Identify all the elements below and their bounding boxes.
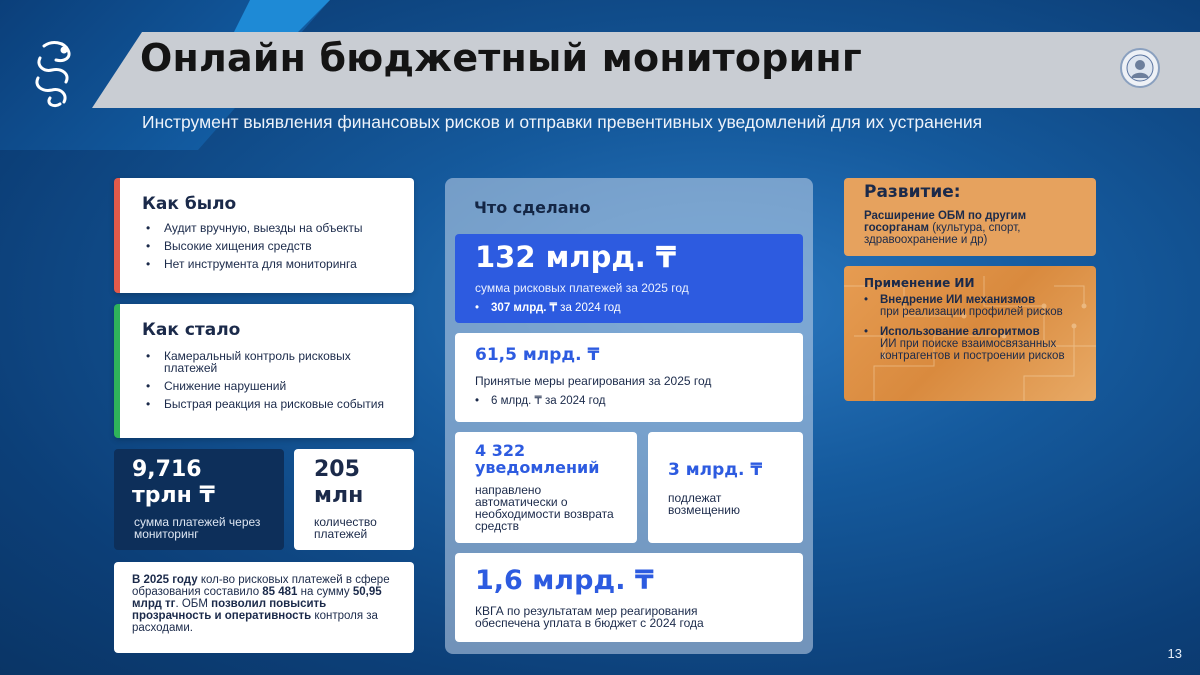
- snow-leopard-emblem-icon: [30, 38, 80, 110]
- after-title: Как стало: [142, 320, 241, 340]
- ai-list: [864, 294, 1084, 370]
- list-item: • Нет инструмента для мониторинга: [146, 258, 363, 270]
- before-title: Как было: [142, 194, 237, 214]
- measures-card: [455, 333, 803, 422]
- portrait-seal-icon: [1120, 48, 1160, 88]
- budget-return-card: [455, 553, 803, 642]
- card-desc: Принятые меры реагирования за 2025 год: [475, 374, 712, 388]
- stat-label: сумма платежей через мониторинг: [134, 515, 261, 541]
- list-item: • Использование алгоритмов ИИ при поиске взаимосвязанных контрагентов и построении рисков: [864, 326, 1084, 362]
- reimbursement-card: [648, 432, 803, 543]
- card-desc: подлежат возмещению: [668, 491, 740, 517]
- stat-value: 205 млн: [314, 457, 364, 508]
- list-item: • Снижение нарушений: [146, 380, 396, 392]
- ai-card: [844, 266, 1096, 401]
- card-sub: • 307 млрд. ₸ за 2024 год: [475, 300, 621, 314]
- card-desc: КВГА по результатам мер реагирования обеспечена уплата в бюджет с 2024 года: [475, 604, 704, 630]
- before-list: [146, 222, 363, 276]
- page-subtitle: Инструмент выявления финансовых рисков и отправки превентивных уведомлений для их устранения: [142, 112, 983, 132]
- list-item: • Внедрение ИИ механизмов при реализации профилей рисков: [864, 294, 1084, 318]
- ai-title: Применение ИИ: [864, 276, 975, 290]
- card-value: 4 322 уведомлений: [475, 441, 600, 477]
- card-value: 132 млрд. ₸: [475, 240, 677, 274]
- list-item: • Быстрая реакция на рисковые события: [146, 398, 396, 410]
- list-item: • Камеральный контроль рисковых платежей: [146, 350, 396, 374]
- page-number: 13: [1167, 646, 1182, 661]
- list-item: • Высокие хищения средств: [146, 240, 363, 252]
- total-payments-stat: [114, 449, 284, 550]
- stat-label: количество платежей: [314, 515, 377, 541]
- payments-count-stat: [294, 449, 414, 550]
- notifications-card: [455, 432, 637, 543]
- card-value: 3 млрд. ₸: [668, 460, 763, 480]
- card-desc: сумма рисковых платежей за 2025 год: [475, 281, 689, 295]
- card-value: 61,5 млрд. ₸: [475, 345, 600, 365]
- development-text: Расширение ОБМ по другим госорганам (культура, спорт, здравоохранение и др): [864, 210, 1027, 246]
- after-list: [146, 350, 396, 416]
- development-title: Развитие:: [864, 182, 961, 202]
- risk-payments-card: [455, 234, 803, 323]
- card-sub: • 6 млрд. ₸ за 2024 год: [475, 393, 605, 407]
- after-card: [114, 304, 414, 438]
- card-value: 1,6 млрд. ₸: [475, 565, 654, 596]
- card-desc: направлено автоматически о необходимости возврата средств: [475, 483, 614, 533]
- note-card: В 2025 году кол-во рисковых платежей в сфере образования составило 85 481 на сумму 50,95 млрд тг. ОБМ позволил повысить прозрачность и оперативность контроля за расходами.: [114, 562, 414, 653]
- done-title: Что сделано: [474, 198, 591, 217]
- development-card: [844, 178, 1096, 256]
- before-card: [114, 178, 414, 293]
- page-title: Онлайн бюджетный мониторинг: [140, 36, 862, 80]
- stat-value: 9,716 трлн ₸: [132, 457, 215, 508]
- list-item: • Аудит вручную, выезды на объекты: [146, 222, 363, 234]
